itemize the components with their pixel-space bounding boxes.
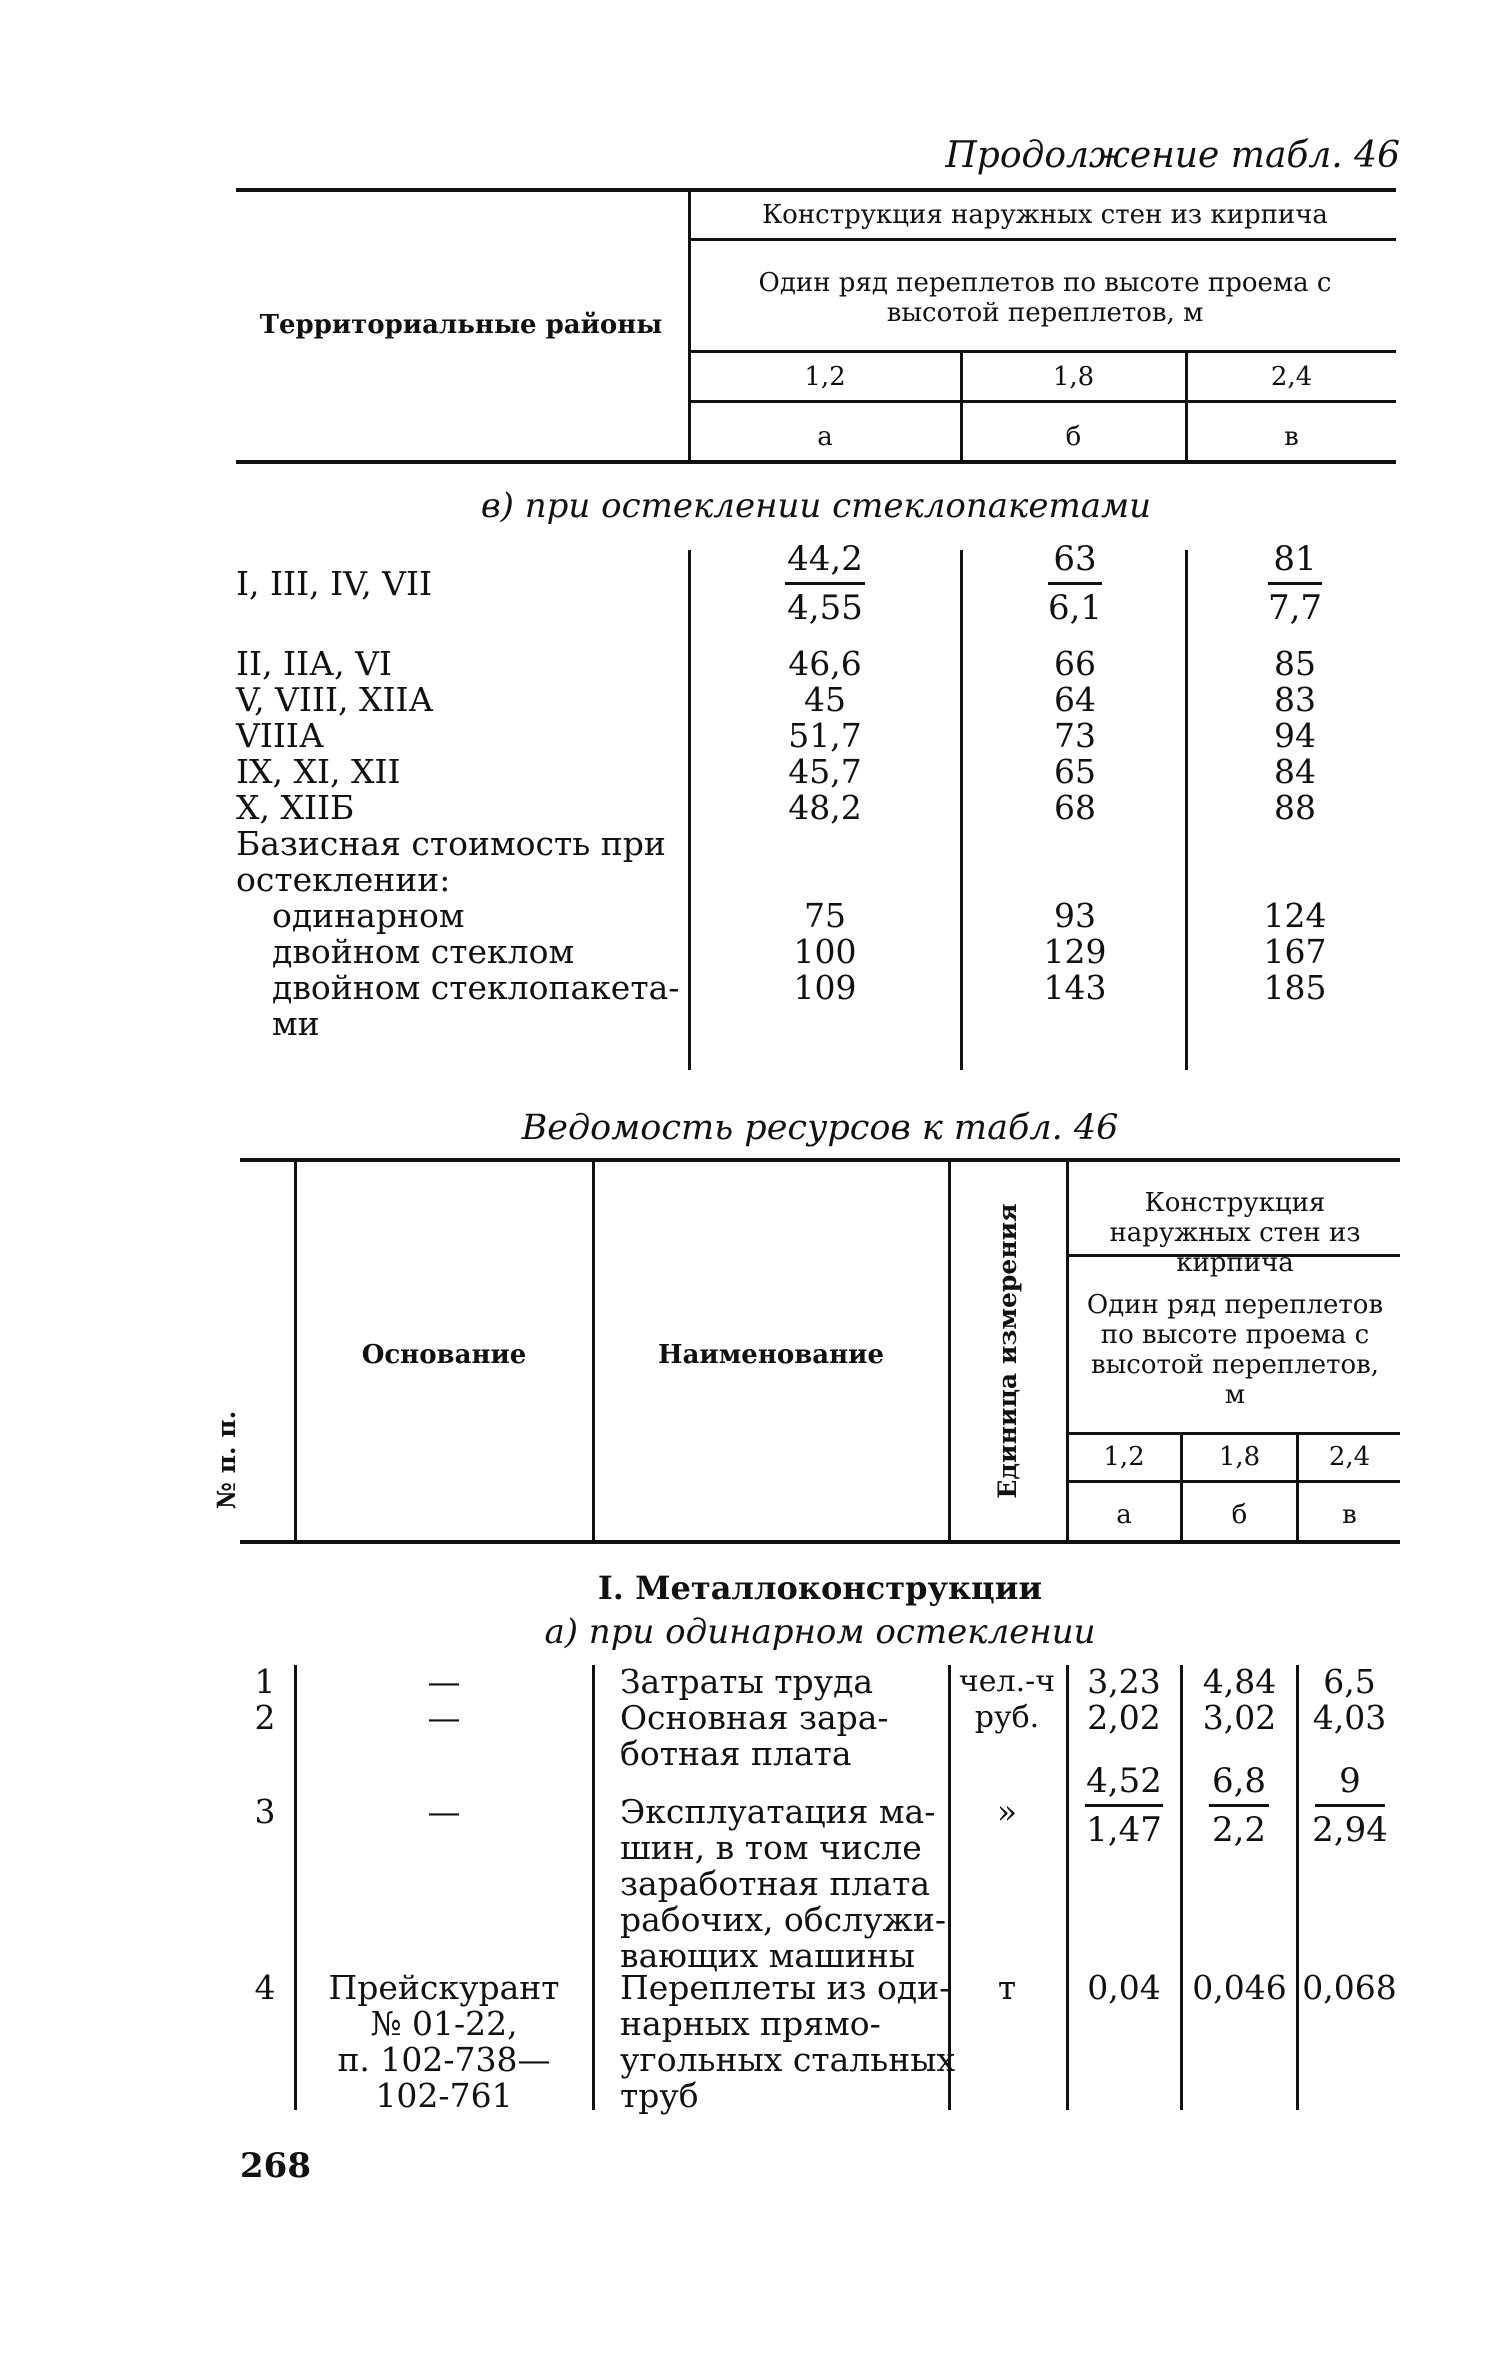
- column-header-num: № п. п.: [212, 1410, 241, 1510]
- letter-v: в: [1284, 422, 1299, 452]
- basis-label: Базисная стоимость при: [236, 824, 666, 863]
- fraction-value: 44,2 4,55: [770, 540, 880, 627]
- continuation-caption: Продолжение табл. 46: [945, 135, 1400, 176]
- letter-b: б: [1065, 422, 1082, 452]
- letter-b: б: [1231, 1500, 1248, 1530]
- letter-v: в: [1342, 1500, 1357, 1530]
- letter-a: а: [1116, 1500, 1132, 1530]
- fraction-value: 4,52 1,47: [1086, 1761, 1162, 1850]
- region-label: I, III, IV, VII: [236, 564, 433, 603]
- section-title: I. Металлоконструкции: [597, 1569, 1043, 1607]
- column-header-region: Территориальные районы: [259, 310, 663, 340]
- height-1-2: 1,2: [1103, 1442, 1145, 1472]
- column-header-subgroup: Один ряд переплетов по высоте проема с высотой переплетов, м: [758, 268, 1332, 328]
- fraction-value: 6,8 2,2: [1185, 1762, 1293, 1849]
- column-header-group: Конструкция наружных стен из кирпича: [762, 200, 1328, 230]
- height-2-4: 2,4: [1328, 1442, 1371, 1472]
- letter-a: а: [817, 422, 833, 452]
- column-header-unit: Единица измерения: [993, 1203, 1022, 1499]
- resource-caption: Ведомость ресурсов к табл. 46: [521, 1108, 1119, 1148]
- subsection-title: а) при одинарном остеклении: [544, 1612, 1096, 1652]
- column-header-subgroup: Один ряд переплетов по высоте проема с высотой переплетов, м: [1086, 1290, 1384, 1410]
- column-header-group: Конструкция наружных стен из кирпича: [1109, 1188, 1361, 1278]
- page-number: 268: [240, 2146, 311, 2186]
- column-header-basis: Основание: [361, 1340, 527, 1370]
- section-title: в) при остеклении стеклопакетами: [480, 486, 1152, 526]
- fraction-value: 63 6,1: [1047, 539, 1103, 628]
- fraction-value: 81 7,7: [1267, 539, 1323, 628]
- height-1-8: 1,8: [1218, 1442, 1261, 1472]
- fraction-value: 9 2,94: [1312, 1761, 1388, 1850]
- column-header-name: Наименование: [658, 1340, 884, 1370]
- height-2-4: 2,4: [1270, 362, 1313, 392]
- height-1-8: 1,8: [1052, 362, 1095, 392]
- basis-label: остеклении:: [236, 860, 451, 899]
- height-1-2: 1,2: [804, 362, 846, 392]
